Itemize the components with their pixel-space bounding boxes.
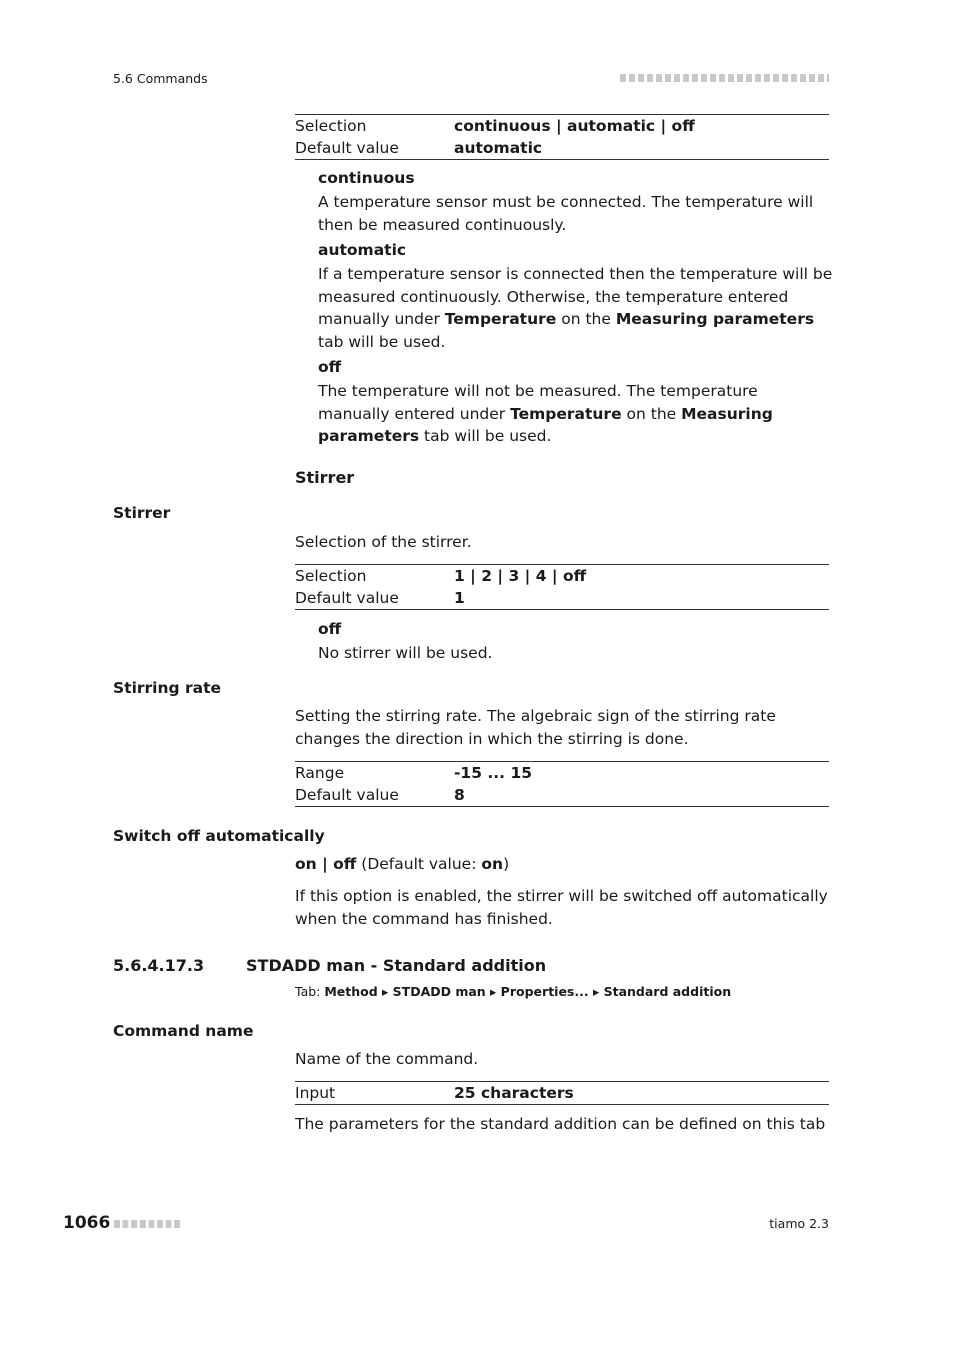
product-name: tiamo 2.3 — [769, 1216, 829, 1231]
command-name-table — [295, 1081, 829, 1105]
stirrer-option-term-off: off — [318, 620, 342, 638]
option-desc-continuous: A temperature sensor must be connected. The temperature will then be measured continuously. — [318, 193, 814, 234]
option-term-automatic: automatic — [318, 241, 407, 259]
section-number: 5.6.4.17.3 — [113, 956, 205, 975]
table-value: 1 — [454, 589, 465, 607]
header-decoration — [620, 74, 829, 82]
table-value: 1 | 2 | 3 | 4 | off — [454, 567, 587, 585]
table-row — [295, 1082, 829, 1104]
table-key: Selection — [295, 567, 367, 585]
option-term-off: off — [318, 358, 342, 376]
table-value: 8 — [454, 786, 465, 804]
option-term-continuous: continuous — [318, 169, 415, 187]
table-row — [295, 587, 829, 609]
command-name-description: Name of the command. — [295, 1050, 479, 1068]
table-key: Default value — [295, 786, 399, 804]
table-key: Input — [295, 1084, 336, 1102]
stirring-rate-table — [295, 761, 829, 807]
table-row — [295, 115, 829, 137]
switch-off-description: If this option is enabled, the stirrer will be switched off automatically when the command has finished. — [295, 887, 828, 928]
group-heading-stirrer: Stirrer — [295, 468, 355, 487]
parameter-heading-switch-off: Switch off automatically — [113, 827, 325, 845]
running-header-section: 5.6 Commands — [113, 71, 208, 86]
table-value: continuous | automatic | off — [454, 117, 695, 135]
section-title: STDADD man - Standard addition — [246, 956, 547, 975]
switch-off-options: on | off (Default value: on) — [295, 855, 510, 873]
parameter-heading-stirring-rate: Stirring rate — [113, 679, 222, 697]
table-key: Default value — [295, 589, 399, 607]
temperature-selection-table — [295, 114, 829, 160]
option-desc-automatic: If a temperature sensor is connected then the temperature will be measured continuously. Otherwise, the temperature entered manually under Temperature on the Measuring parameters tab will be used. — [318, 265, 833, 351]
table-row — [295, 137, 829, 159]
footer-decoration — [114, 1220, 182, 1228]
table-key: Default value — [295, 139, 399, 157]
option-desc-off: The temperature will not be measured. The temperature manually entered under Temperature on the Measuring parameters tab will be used. — [318, 382, 773, 445]
table-row — [295, 784, 829, 806]
table-key: Selection — [295, 117, 367, 135]
stirring-rate-description: Setting the stirring rate. The algebraic sign of the stirring rate changes the direction in which the stirring is done. — [295, 707, 776, 748]
stirrer-selection-table — [295, 564, 829, 610]
table-value: 25 characters — [454, 1084, 574, 1102]
page-number: 1066 — [63, 1213, 111, 1233]
standard-addition-note: The parameters for the standard addition can be defined on this tab — [295, 1115, 826, 1133]
stirrer-description: Selection of the stirrer. — [295, 533, 472, 551]
table-row — [295, 762, 829, 784]
parameter-heading-command-name: Command name — [113, 1022, 254, 1040]
table-key: Range — [295, 764, 345, 782]
table-value: automatic — [454, 139, 543, 157]
table-row — [295, 565, 829, 587]
tab-path: Tab: Method ▸ STDADD man ▸ Properties... ▸ Standard addition — [295, 984, 732, 999]
stirrer-option-desc-off: No stirrer will be used. — [318, 644, 493, 662]
table-value: -15 ... 15 — [454, 764, 533, 782]
parameter-heading-stirrer: Stirrer — [113, 504, 171, 522]
